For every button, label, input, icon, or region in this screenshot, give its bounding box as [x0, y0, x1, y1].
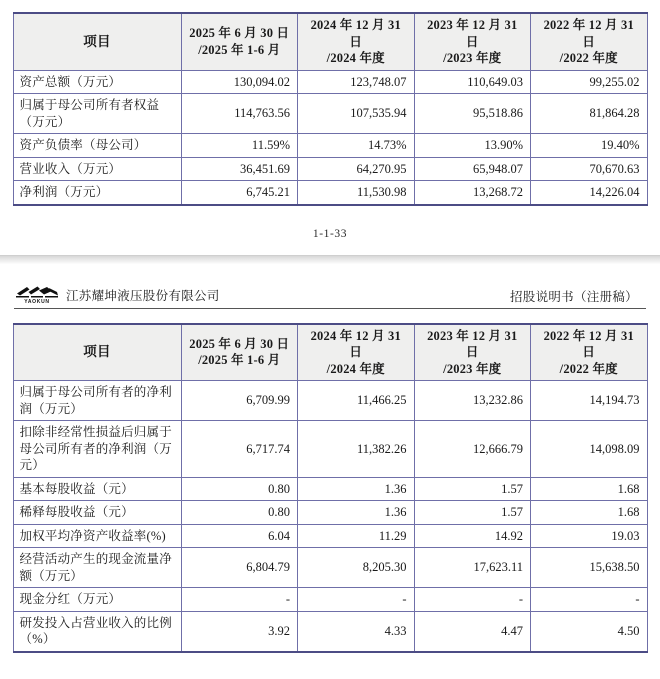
row-value: 1.36 [298, 501, 415, 525]
header-period-line2: /2022 年度 [559, 361, 618, 376]
row-label: 归属于母公司所有者的净利润（万元） [13, 381, 181, 421]
table-bottom-container [0, 309, 660, 653]
row-value: 8,205.30 [298, 548, 415, 588]
row-value: 95,518.86 [414, 94, 531, 134]
table-bottom-header-col-1 [298, 324, 415, 381]
row-value: 65,948.07 [414, 157, 531, 181]
table-bottom-header-col-3 [531, 324, 648, 381]
row-value: 0.80 [181, 477, 298, 501]
financial-summary-table-top [13, 12, 648, 206]
row-value: 19.40% [531, 134, 648, 158]
header-date-line1: 2025 年 6 月 30 日 [189, 336, 290, 351]
table-bottom-body [13, 381, 647, 652]
table-row [13, 157, 647, 181]
row-value: 14.92 [414, 524, 531, 548]
header-date-line1: 2022 年 12 月 31 日 [543, 18, 634, 49]
row-value: 4.50 [531, 611, 648, 652]
table-row [13, 501, 647, 525]
table-row [13, 588, 647, 612]
table-row [13, 611, 647, 652]
table-top-head [13, 13, 647, 70]
table-bottom-header-item: 项目 [13, 324, 181, 381]
table-row [13, 70, 647, 94]
table-row [13, 548, 647, 588]
row-value: 6,709.99 [181, 381, 298, 421]
row-label: 基本每股收益（元） [13, 477, 181, 501]
header-date-line1: 2025 年 6 月 30 日 [189, 26, 290, 41]
row-value: 17,623.11 [414, 548, 531, 588]
table-top-body [13, 70, 647, 205]
row-value: 3.92 [181, 611, 298, 652]
document-page-top [0, 0, 660, 240]
row-value: 6.04 [181, 524, 298, 548]
row-value: 1.36 [298, 477, 415, 501]
row-value: 11,382.26 [298, 421, 415, 478]
row-value: 14.73% [298, 134, 415, 158]
table-top-header-col-0 [181, 13, 298, 70]
table-row [13, 524, 647, 548]
header-period-line2: /2025 年 1-6 月 [198, 353, 281, 368]
row-value: 99,255.02 [531, 70, 648, 94]
row-value: - [531, 588, 648, 612]
row-value: 6,717.74 [181, 421, 298, 478]
header-period-line2: /2025 年 1-6 月 [198, 42, 281, 57]
document-kind-label: 招股说明书（注册稿） [509, 290, 638, 304]
row-label: 资产总额（万元） [13, 70, 181, 94]
row-value: 114,763.56 [181, 94, 298, 134]
row-value: 110,649.03 [414, 70, 531, 94]
page-number-footer: 1-1-33 [312, 227, 348, 240]
table-row [13, 421, 647, 478]
page-separator [0, 240, 660, 278]
row-label: 归属于母公司所有者权益（万元） [13, 94, 181, 134]
row-value: 13,232.86 [414, 381, 531, 421]
row-value: 70,670.63 [531, 157, 648, 181]
header-period-line2: /2024 年度 [326, 51, 385, 65]
row-value: 81,864.28 [531, 94, 648, 134]
row-value: 107,535.94 [298, 94, 415, 134]
table-row [13, 381, 647, 421]
row-value: 11,530.98 [298, 181, 415, 205]
row-value: 36,451.69 [181, 157, 298, 181]
row-value: 64,270.95 [298, 157, 415, 181]
row-value: 15,638.50 [531, 548, 648, 588]
row-value: 14,226.04 [531, 181, 648, 205]
row-value: 14,194.73 [531, 381, 648, 421]
running-header-left [14, 285, 220, 306]
row-value: 6,804.79 [181, 548, 298, 588]
header-date-line1: 2022 年 12 月 31 日 [543, 328, 634, 359]
row-label: 经营活动产生的现金流量净额（万元） [13, 548, 181, 588]
row-value: 4.33 [298, 611, 415, 652]
row-value: 11,466.25 [298, 381, 415, 421]
header-period-line2: /2024 年度 [326, 361, 385, 376]
row-label: 稀释每股收益（元） [13, 501, 181, 525]
row-value: 12,666.79 [414, 421, 531, 478]
row-label: 研发投入占营业收入的比例（%） [13, 611, 181, 652]
header-date-line1: 2023 年 12 月 31 日 [427, 328, 518, 359]
row-label: 扣除非经常性损益后归属于母公司所有者的净利润（万元） [13, 421, 181, 478]
row-value: 1.68 [531, 501, 648, 525]
row-value: 14,098.09 [531, 421, 648, 478]
row-value: 130,094.02 [181, 70, 298, 94]
row-value: 4.47 [414, 611, 531, 652]
header-period-line2: /2023 年度 [443, 361, 502, 376]
row-value: - [298, 588, 415, 612]
row-value: 0.80 [181, 501, 298, 525]
table-top-container [0, 0, 660, 206]
header-period-line2: /2023 年度 [443, 51, 502, 65]
table-top-header-col-2 [414, 13, 531, 70]
row-value: 11.59% [181, 134, 298, 158]
row-value: 1.57 [414, 477, 531, 501]
row-label: 营业收入（万元） [13, 157, 181, 181]
row-value: 6,745.21 [181, 181, 298, 205]
row-value: 13.90% [414, 134, 531, 158]
table-bottom-head [13, 324, 647, 381]
table-row [13, 181, 647, 205]
row-label: 加权平均净资产收益率(%) [13, 524, 181, 548]
table-row [13, 477, 647, 501]
table-top-header-col-1 [298, 13, 415, 70]
table-top-header-row [13, 13, 647, 70]
row-value: - [181, 588, 298, 612]
row-value: 13,268.72 [414, 181, 531, 205]
table-bottom-header-col-2 [414, 324, 531, 381]
row-value: 11.29 [298, 524, 415, 548]
header-date-line1: 2023 年 12 月 31 日 [427, 18, 518, 49]
page-separator-band [0, 255, 660, 264]
row-label: 资产负债率（母公司） [13, 134, 181, 158]
logo-wordmark-text: YAOKUN [24, 298, 50, 305]
row-value: 19.03 [531, 524, 648, 548]
company-name: 江苏耀坤液压股份有限公司 [66, 289, 220, 303]
row-value: 123,748.07 [298, 70, 415, 94]
row-label: 现金分红（万元） [13, 588, 181, 612]
company-logo-icon [14, 285, 60, 305]
table-bottom-header-row [13, 324, 647, 381]
running-header [14, 278, 646, 306]
table-row [13, 134, 647, 158]
financial-summary-table-bottom [13, 323, 648, 653]
header-date-line1: 2024 年 12 月 31 日 [310, 18, 401, 49]
header-date-line1: 2024 年 12 月 31 日 [310, 328, 401, 359]
table-top-header-item: 项目 [13, 13, 181, 70]
table-row [13, 94, 647, 134]
row-value: - [414, 588, 531, 612]
row-label: 净利润（万元） [13, 181, 181, 205]
row-value: 1.57 [414, 501, 531, 525]
table-bottom-header-col-0 [181, 324, 298, 381]
header-period-line2: /2022 年度 [559, 51, 618, 65]
table-top-header-col-3 [531, 13, 648, 70]
document-page-bottom [0, 278, 660, 653]
row-value: 1.68 [531, 477, 648, 501]
